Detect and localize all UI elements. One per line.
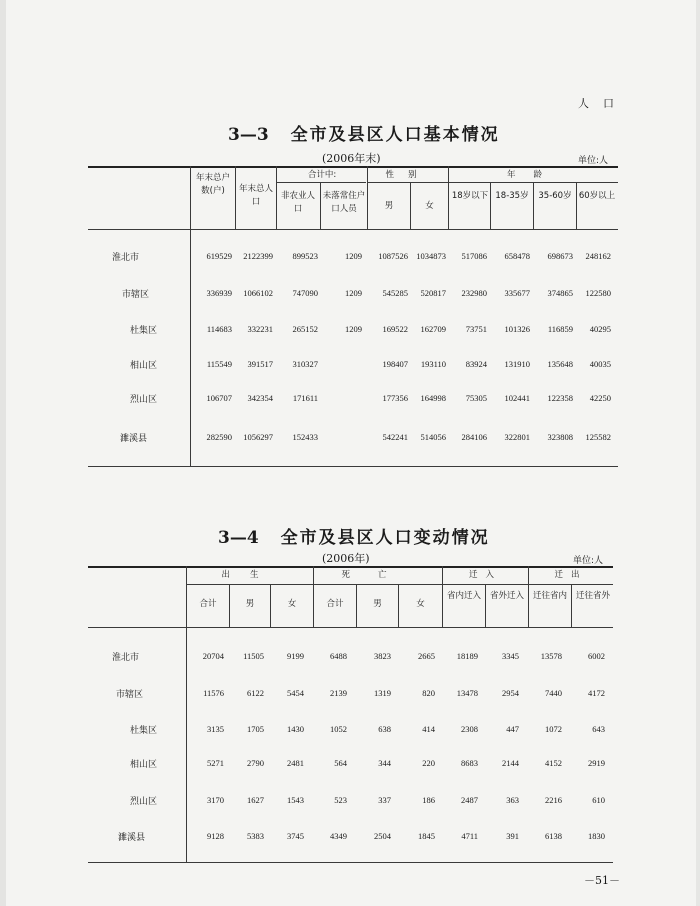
table-cell: 447 — [506, 724, 519, 734]
table-cell: 9128 — [207, 831, 224, 841]
table-cell: 9199 — [287, 651, 304, 661]
table-cell: 619529 — [206, 251, 232, 261]
row-label: 淮北市 — [112, 253, 140, 263]
table-cell: 4711 — [461, 831, 478, 841]
table-cell: 610 — [592, 795, 605, 805]
table1-subtitle: (2006年末) — [322, 152, 381, 165]
table-cell: 3823 — [374, 651, 391, 661]
table1-col-nonagri: 非农业人口 — [280, 191, 315, 214]
table2-group-rule — [186, 584, 613, 585]
table-cell: 391 — [506, 831, 519, 841]
table2-col-births-total: 合计 — [199, 599, 217, 609]
table1-col-unsettled: 未落常住户口人员 — [322, 191, 366, 214]
table-cell: 4349 — [330, 831, 347, 841]
table1-bottom-rule — [88, 466, 618, 467]
row-label: 市辖区 — [116, 690, 144, 700]
table-cell: 131910 — [504, 359, 530, 369]
table-cell: 342354 — [247, 393, 273, 403]
table-cell: 643 — [592, 724, 605, 734]
table2-bottom-rule — [88, 862, 613, 863]
table2-col-to-province: 迁往省内 — [532, 591, 567, 601]
table1-col-age-18-35: 18-35岁 — [495, 191, 529, 201]
table-cell: 1034873 — [416, 251, 446, 261]
table-cell: 7440 — [545, 688, 562, 698]
table-cell: 2504 — [374, 831, 391, 841]
table-cell: 152433 — [292, 432, 318, 442]
table-cell: 4172 — [588, 688, 605, 698]
table-cell: 8683 — [461, 758, 478, 768]
table-cell: 820 — [422, 688, 435, 698]
table-cell: 284106 — [461, 432, 487, 442]
table-cell: 2144 — [502, 758, 519, 768]
table1-group-age: 年龄 — [506, 170, 560, 180]
table-cell: 698673 — [547, 251, 573, 261]
table2-top-rule — [88, 566, 613, 568]
table-cell: 18189 — [456, 651, 478, 661]
table2-title-text: 全市及县区人口变动情况 — [280, 528, 490, 548]
table-cell: 20704 — [202, 651, 224, 661]
table-cell: 3135 — [207, 724, 224, 734]
page-number: －51－ — [584, 874, 620, 887]
table-cell: 1430 — [287, 724, 304, 734]
table-cell: 3345 — [502, 651, 519, 661]
table-cell: 322801 — [504, 432, 530, 442]
table-cell: 1056297 — [243, 432, 273, 442]
table2-col-deaths-total: 合计 — [326, 599, 344, 609]
table-cell: 177356 — [382, 393, 408, 403]
table2-group-out: 迁出 — [554, 570, 588, 580]
table-cell: 2954 — [502, 688, 519, 698]
table-cell: 1087526 — [378, 251, 408, 261]
table2-group-deaths: 死亡 — [341, 570, 415, 580]
table1-header-rule — [88, 229, 618, 230]
table-cell: 2665 — [418, 651, 435, 661]
table-cell: 414 — [422, 724, 435, 734]
table-cell: 125582 — [585, 432, 611, 442]
table1-gender-rule — [368, 182, 448, 183]
table-cell: 332231 — [247, 324, 273, 334]
table-cell: 1209 — [345, 288, 362, 298]
table-cell: 13478 — [456, 688, 478, 698]
table-cell: 658478 — [504, 251, 530, 261]
table2-title — [218, 523, 490, 548]
table-cell: 11576 — [203, 688, 224, 698]
table-cell: 6122 — [247, 688, 264, 698]
table-cell: 73751 — [465, 324, 487, 334]
table-cell: 116859 — [547, 324, 573, 334]
table1-group-gender: 性别 — [385, 170, 431, 180]
table-cell: 514056 — [420, 432, 446, 442]
table-cell: 248162 — [585, 251, 611, 261]
table-cell: 171611 — [292, 393, 318, 403]
row-label: 市辖区 — [122, 290, 150, 300]
table-cell: 899523 — [292, 251, 318, 261]
table-cell: 1209 — [345, 251, 362, 261]
table-cell: 135648 — [547, 359, 573, 369]
table-cell: 2308 — [461, 724, 478, 734]
row-label: 相山区 — [130, 361, 158, 371]
table-cell: 2139 — [330, 688, 347, 698]
table-cell: 391517 — [247, 359, 273, 369]
table-cell: 75305 — [465, 393, 487, 403]
table2-col-to-outside: 迁往省外 — [575, 591, 610, 601]
table-cell: 265152 — [292, 324, 318, 334]
table-cell: 3745 — [287, 831, 304, 841]
table-cell: 282590 — [206, 432, 232, 442]
row-label: 相山区 — [130, 760, 158, 770]
table-cell: 2122399 — [243, 251, 273, 261]
table1-subtotal-rule — [276, 182, 366, 183]
table-cell: 1705 — [247, 724, 264, 734]
table1-col-households: 年末总户数(户) — [195, 173, 230, 196]
table-cell: 186 — [422, 795, 435, 805]
table-cell: 523 — [334, 795, 347, 805]
table1-col-male: 男 — [384, 201, 394, 211]
table-cell: 335677 — [504, 288, 530, 298]
table-cell: 101326 — [504, 324, 530, 334]
table1-top-rule — [88, 166, 618, 168]
table-cell: 5383 — [247, 831, 264, 841]
table-cell: 106707 — [206, 393, 232, 403]
table1-title — [228, 120, 500, 145]
table-cell: 122580 — [585, 288, 611, 298]
scan-edge-left — [0, 0, 6, 906]
table-cell: 4152 — [545, 758, 562, 768]
table-cell: 5271 — [207, 758, 224, 768]
table-cell: 115549 — [206, 359, 232, 369]
table2-col-births-male: 男 — [245, 599, 255, 609]
table-cell: 517086 — [461, 251, 487, 261]
table1-col-age-60plus: 60岁以上 — [578, 191, 616, 201]
table-cell: 13578 — [540, 651, 562, 661]
table-cell: 2481 — [287, 758, 304, 768]
table1-col-age-u18: 18岁以下 — [451, 191, 489, 201]
table-cell: 747090 — [292, 288, 318, 298]
table-cell: 193110 — [420, 359, 446, 369]
table-cell: 42250 — [589, 393, 611, 403]
table-cell: 310327 — [292, 359, 318, 369]
table-cell: 3170 — [207, 795, 224, 805]
table-cell: 2790 — [247, 758, 264, 768]
table1-unit: 单位:人 — [578, 156, 609, 166]
table-cell: 6002 — [588, 651, 605, 661]
table2-unit: 单位:人 — [573, 556, 604, 566]
table1-group-subtotal: 合计中: — [307, 170, 337, 180]
table-cell: 344 — [378, 758, 391, 768]
row-label: 濉溪县 — [120, 434, 148, 444]
table-cell: 102441 — [504, 393, 530, 403]
table-cell: 232980 — [461, 288, 487, 298]
table-cell: 1845 — [418, 831, 435, 841]
table-cell: 1627 — [247, 795, 264, 805]
table1-label-divider — [190, 166, 191, 466]
table-cell: 11505 — [243, 651, 264, 661]
table2-number: 3—4 — [218, 528, 259, 548]
table-cell: 1830 — [588, 831, 605, 841]
table-cell: 40035 — [589, 359, 611, 369]
table-cell: 162709 — [420, 324, 446, 334]
table-cell: 1543 — [287, 795, 304, 805]
table-cell: 2919 — [588, 758, 605, 768]
table-cell: 323808 — [547, 432, 573, 442]
table-cell: 1072 — [545, 724, 562, 734]
row-label: 濉溪县 — [118, 833, 146, 843]
table-cell: 6138 — [545, 831, 562, 841]
table1-col-age-35-60: 35-60岁 — [538, 191, 572, 201]
scan-edge-right — [696, 0, 700, 906]
table2-col-deaths-female: 女 — [416, 599, 425, 609]
table-cell: 542241 — [382, 432, 408, 442]
table1-title-text: 全市及县区人口基本情况 — [290, 125, 500, 145]
table-cell: 1209 — [345, 324, 362, 334]
table2-col-out-province-in: 省外迁入 — [489, 591, 524, 601]
row-label: 烈山区 — [130, 395, 158, 405]
table2-col-deaths-male: 男 — [373, 599, 382, 609]
table-cell: 83924 — [465, 359, 487, 369]
table-cell: 374865 — [547, 288, 573, 298]
table-cell: 6488 — [330, 651, 347, 661]
table-cell: 564 — [334, 758, 347, 768]
table-cell: 40295 — [589, 324, 611, 334]
table-cell: 164998 — [420, 393, 446, 403]
row-label: 杜集区 — [130, 726, 158, 736]
table2-subtitle: (2006年) — [322, 552, 370, 565]
table-cell: 363 — [506, 795, 519, 805]
table-cell: 114683 — [206, 324, 232, 334]
table-cell: 2216 — [545, 795, 562, 805]
table-cell: 1052 — [330, 724, 347, 734]
table-cell: 122358 — [547, 393, 573, 403]
table-cell: 638 — [378, 724, 391, 734]
table1-col-female: 女 — [425, 201, 434, 211]
table-cell: 2487 — [461, 795, 478, 805]
table-cell: 336939 — [206, 288, 232, 298]
table-cell: 1066102 — [243, 288, 273, 298]
row-label: 杜集区 — [130, 326, 158, 336]
table2-group-in: 迁入 — [468, 570, 502, 580]
table-cell: 220 — [422, 758, 435, 768]
table2-col-births-female: 女 — [287, 599, 297, 609]
table2-group-births: 出生 — [221, 570, 279, 580]
table-cell: 169522 — [382, 324, 408, 334]
section-mark: 人口 — [578, 97, 628, 110]
table1-number: 3—3 — [228, 125, 269, 145]
table-cell: 520817 — [420, 288, 446, 298]
table-cell: 5454 — [287, 688, 304, 698]
table-cell: 337 — [378, 795, 391, 805]
row-label: 烈山区 — [130, 797, 158, 807]
row-label: 淮北市 — [112, 653, 140, 663]
table-cell: 1319 — [374, 688, 391, 698]
table2-header-rule — [88, 627, 613, 628]
table2-col-in-province: 省内迁入 — [446, 591, 481, 601]
table-cell: 545285 — [382, 288, 408, 298]
table-cell: 198407 — [382, 359, 408, 369]
table1-col-population: 年末总人口 — [238, 184, 273, 207]
